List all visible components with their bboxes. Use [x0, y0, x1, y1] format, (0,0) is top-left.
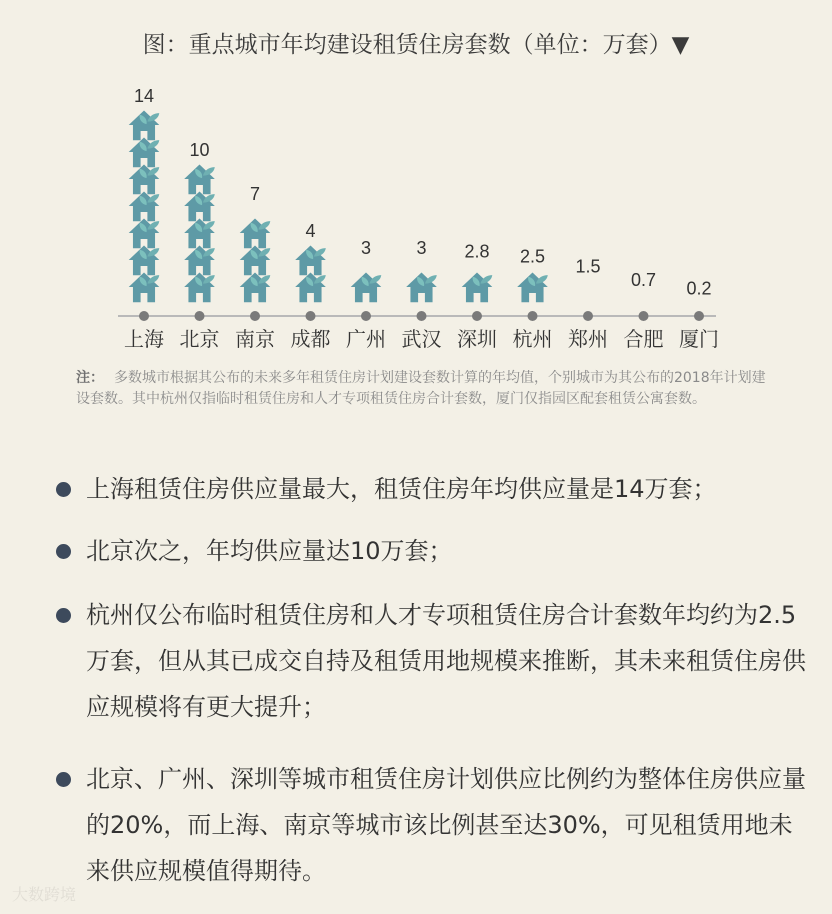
note-text: 多数城市根据其公布的未来多年租赁住房计划建设套数计算的年均值，个别城市为其公布的2018年计划建设套数。其中杭州仅指临时租赁住房和人才专项租赁住房合计套数，厦门仅指园区配套租赁公寓套数。	[76, 370, 766, 407]
value-label: 3	[416, 238, 427, 258]
category-label: 合肥	[623, 327, 664, 351]
category-label: 郑州	[568, 327, 608, 351]
value-label: 2.8	[464, 241, 490, 262]
category-label: 成都	[290, 327, 331, 351]
value-label: 0.2	[686, 278, 712, 299]
house-icon	[184, 192, 215, 222]
house-icon	[129, 192, 160, 222]
axis-dot	[694, 311, 704, 321]
house-icon	[184, 219, 215, 249]
house-icon	[184, 273, 215, 303]
house-icon	[406, 273, 437, 303]
house-icon	[129, 165, 160, 195]
bullet-dot	[56, 482, 71, 497]
bullet-text: 上海租赁住房供应量最大，租赁住房年均供应量是14万套；	[86, 475, 717, 503]
category-label: 厦门	[679, 327, 719, 351]
bullet-text: 北京、广州、深圳等城市租赁住房计划供应比例约为整体住房供应量的20%，而上海、南京等城市该比例甚至达30%，可见租赁用地未来供应规模值得期待。	[86, 765, 806, 885]
bullet-dot	[56, 608, 71, 623]
bullet-dot	[56, 772, 71, 787]
value-label: 7	[249, 184, 261, 204]
axis-dot	[583, 311, 593, 321]
bullet-dot	[56, 544, 71, 559]
category-label: 杭州	[512, 327, 553, 351]
house-icon	[462, 273, 493, 303]
house-icon	[240, 246, 271, 276]
axis-dot	[139, 311, 149, 321]
value-label: 10	[189, 140, 210, 160]
house-icon	[240, 219, 271, 249]
axis-dot	[528, 311, 538, 321]
house-icon	[240, 273, 271, 303]
pictogram-chart	[0, 0, 832, 360]
axis-dot	[361, 311, 371, 321]
bullet-item	[52, 528, 453, 574]
category-label: 深圳	[457, 327, 497, 351]
bullet-item	[52, 592, 812, 730]
chart-title: 图：重点城市年均建设租赁住房套数（单位：万套）▼	[142, 32, 690, 58]
house-icon	[184, 246, 215, 276]
house-icon	[129, 246, 160, 276]
house-icon	[129, 219, 160, 249]
house-icon	[295, 246, 326, 276]
category-label: 广州	[346, 327, 386, 351]
bar-成都	[295, 246, 326, 303]
house-icon	[129, 273, 160, 303]
house-icon	[129, 138, 160, 168]
partial-house-icon	[573, 273, 604, 303]
value-label: 2.5	[519, 246, 546, 267]
value-label: 0.7	[630, 270, 657, 291]
value-label: 3	[360, 238, 372, 258]
category-label: 武汉	[401, 327, 442, 351]
value-label: 14	[133, 86, 155, 106]
axis-dot	[195, 311, 205, 321]
axis-dot	[472, 311, 482, 321]
bar-郑州	[573, 273, 604, 303]
axis-dot	[250, 311, 260, 321]
category-label: 北京	[179, 327, 220, 351]
chart-note	[76, 368, 776, 410]
bullet-item	[52, 466, 717, 512]
bullet-item	[52, 756, 812, 894]
bullet-text: 北京次之，年均供应量达10万套；	[86, 537, 453, 565]
note-label: 注：	[76, 370, 104, 386]
axis-dot	[639, 311, 649, 321]
value-label: 4	[305, 221, 316, 241]
value-label: 1.5	[575, 256, 601, 277]
watermark: 大数跨境	[12, 885, 77, 904]
category-label: 上海	[124, 327, 164, 351]
house-icon	[129, 111, 160, 141]
house-icon	[184, 165, 215, 195]
category-label: 南京	[235, 327, 275, 351]
house-icon	[295, 273, 326, 303]
bullet-text: 杭州仅公布临时租赁住房和人才专项租赁住房合计套数年均约为2.5万套，但从其已成交自持及租赁用地规模来推断，其未来租赁住房供应规模将有更大提升；	[86, 601, 806, 721]
axis-dot	[306, 311, 316, 321]
bar-南京	[240, 192, 271, 303]
house-icon	[517, 273, 548, 303]
axis-dot	[417, 311, 427, 321]
house-icon	[351, 273, 382, 303]
bar-北京	[184, 165, 215, 303]
bar-上海	[129, 111, 160, 303]
